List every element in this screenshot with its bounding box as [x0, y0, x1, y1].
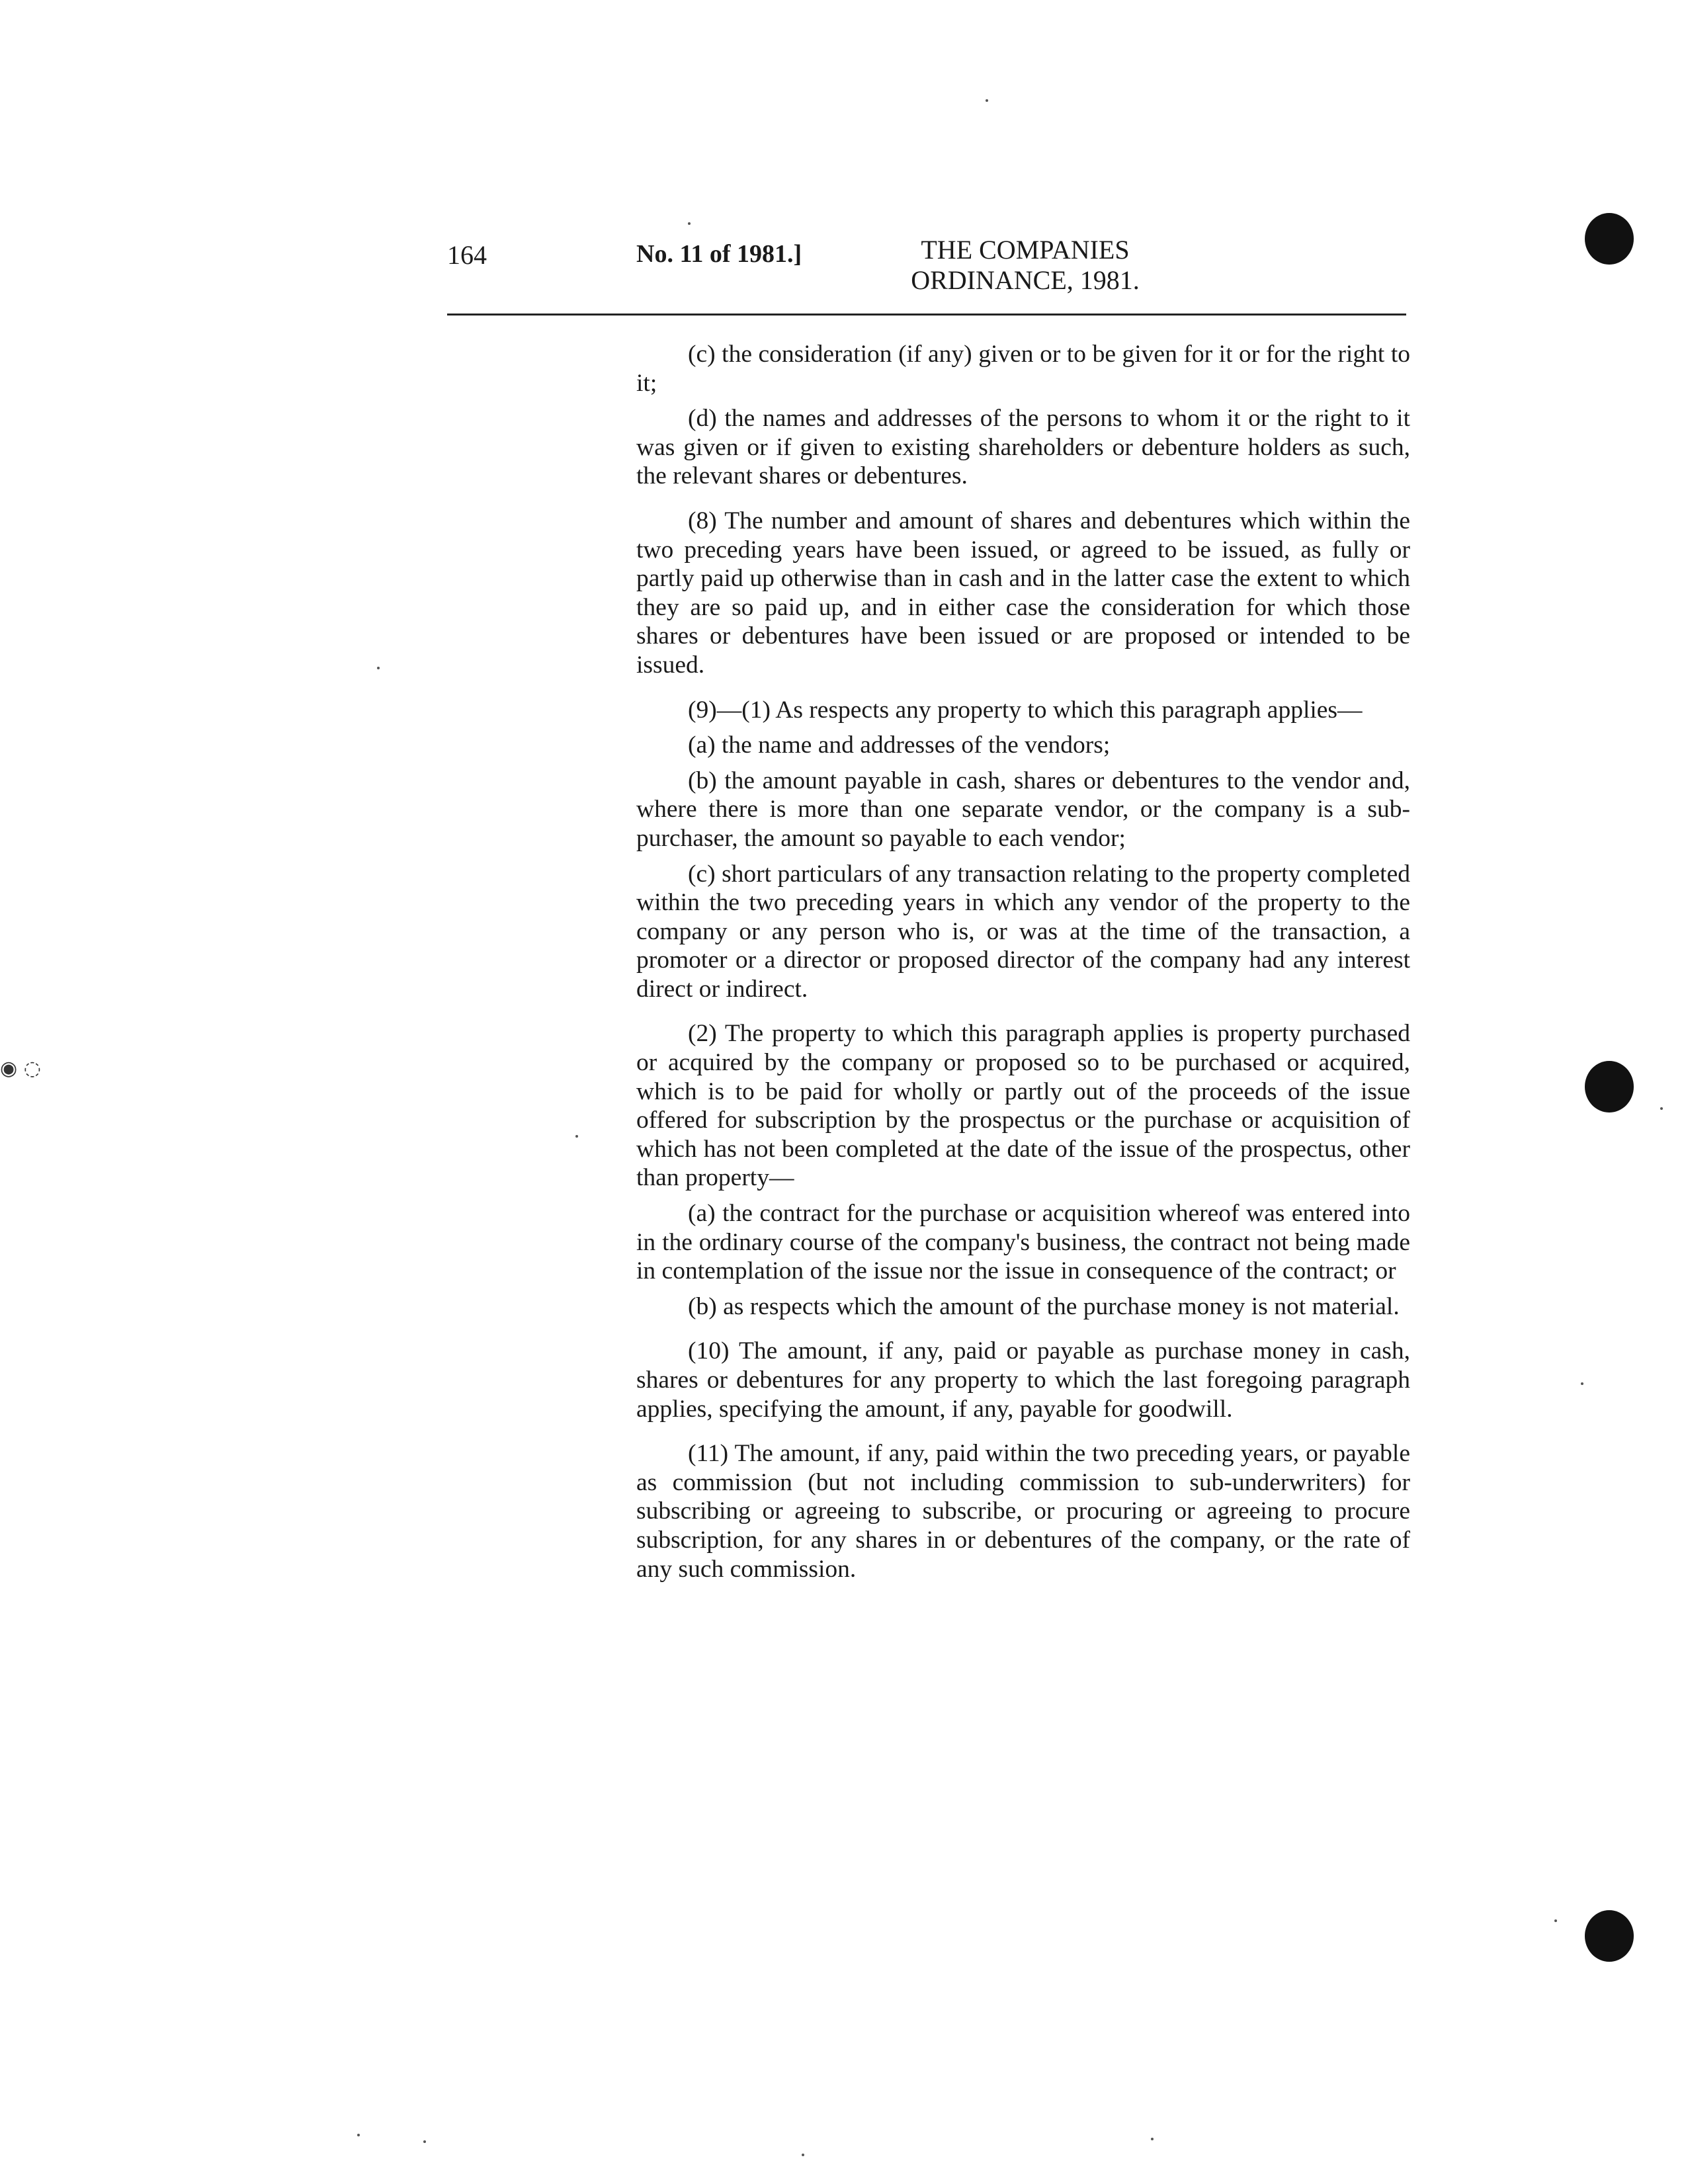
paragraph-10: (10) The amount, if any, paid or payable as purchase money in cash, shares or debentures for any property to which the last foregoing paragraph applies, specifying the amount, if any, payable for goodwill. [636, 1337, 1410, 1423]
header-rule [447, 314, 1406, 315]
paragraph-11: (11) The amount, if any, paid within the two preceding years, or payable as commission (but not including commission to sub-underwriters) for subscribing or agreeing to subscribe, or procuring or agreeing to procure subscription, for any shares in or debentures of the company, or the rate of any such commission. [636, 1440, 1410, 1583]
scan-speck [688, 222, 691, 225]
scan-speck [575, 1135, 578, 1138]
paragraph-9-2: (2) The property to which this paragraph applies is property purchased or acquired by the company or proposed so to be purchased or acquired, which is to be paid for wholly or partly out of the proceeds of the issue offered for subscription by the prospectus or the purchase or acquisition of which has not been completed at the date of the issue of the prospectus, other than property— [636, 1020, 1410, 1192]
running-title-line-2: ORDINANCE, 1981. [911, 265, 1140, 295]
paragraph-9-2a: (a) the contract for the purchase or acquisition whereof was entered into in the ordinary course of the company's business, the contract not being made in contemplation of the issue nor the issue in consequence of the contract; or [636, 1200, 1410, 1285]
scan-speck [423, 2140, 426, 2143]
running-title [853, 235, 1197, 296]
paragraph-7d: (d) the names and addresses of the persons to whom it or the right to it was given or if given to existing shareholders or debenture holders as such, the relevant shares or debentures. [636, 405, 1410, 490]
scan-speck [1660, 1107, 1663, 1110]
edge-mark-icon: ◉ ◌ [0, 1057, 41, 1080]
punch-hole-bottom [1585, 1910, 1634, 1962]
punch-hole-middle [1585, 1061, 1634, 1113]
page-number: 164 [447, 240, 487, 270]
paragraph-9-1a: (a) the name and addresses of the vendors; [688, 732, 1111, 759]
scan-speck [986, 99, 988, 102]
scan-speck [357, 2134, 360, 2136]
paragraph-9-1c: (c) short particulars of any transaction relating to the property completed within the two preceding years in which any vendor of the property to the company or any person who is, or was at the time of the transaction, a promoter or a director or proposed director of the company had any interest direct or indirect. [636, 860, 1410, 1003]
paragraph-9-1b: (b) the amount payable in cash, shares or debentures to the vendor and, where there is more than one separate vendor, or the company is a sub-purchaser, the amount so payable to each vendor; [636, 767, 1410, 852]
paragraph-7c: (c) the consideration (if any) given or to be given for it or for the right to it; [636, 341, 1410, 397]
body-text [636, 340, 1410, 1590]
paragraph-9-1: (9)—(1) As respects any property to which this paragraph applies— [688, 696, 1363, 724]
punch-hole-top [1585, 213, 1634, 265]
scan-speck [1151, 2138, 1154, 2140]
scan-speck [1554, 1919, 1557, 1922]
running-title-line-1: THE COMPANIES [921, 235, 1130, 265]
scan-speck [1581, 1382, 1583, 1385]
paragraph-8: (8) The number and amount of shares and debentures which within the two preceding years have been issued, or agreed to be issued, as fully or partly paid up otherwise than in cash and in the latter case the extent to which they are so paid up, and in either case the consideration for which those shares or debentures have been issued or are proposed or intended to be issued. [636, 507, 1410, 679]
scan-speck [802, 2154, 804, 2156]
paragraph-9-2b: (b) as respects which the amount of the purchase money is not material. [688, 1292, 1400, 1320]
scan-speck [377, 667, 380, 669]
act-reference: No. 11 of 1981.] [636, 240, 802, 268]
